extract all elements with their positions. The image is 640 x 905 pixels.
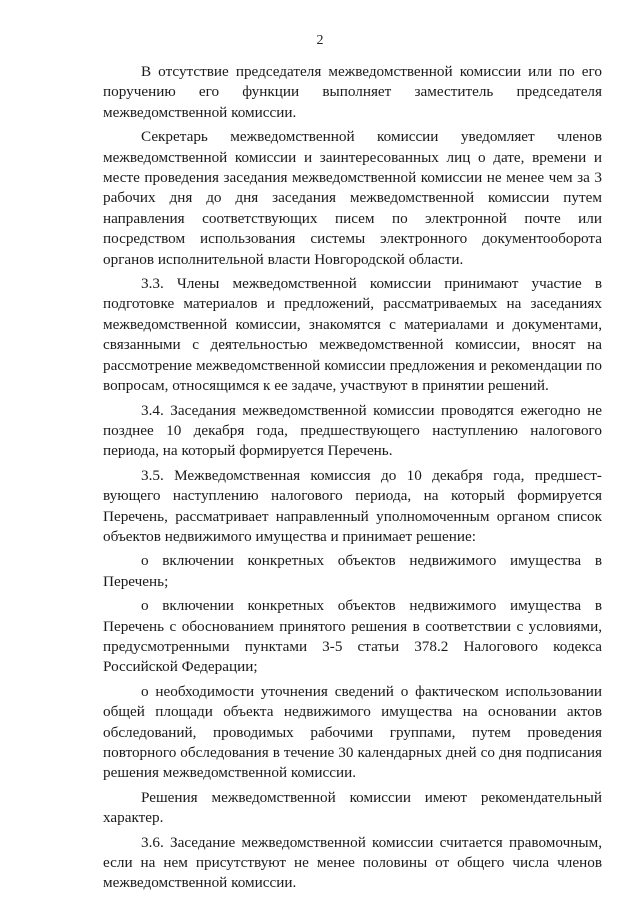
page-number: 2	[316, 33, 324, 48]
paragraph-3-5: 3.5. Межведомственная комиссия до 10 декабря года, предшест-вующего наступлению налогового периода, на который формируется Перечень, рассматривает направленный уполномоченным органом список объектов недвижимого имущества и принимает решение:	[103, 466, 602, 545]
paragraph-3-6: 3.6. Заседание межведомственной комиссии считается правомочным, если на нем присутствуют не менее половины от общего числа членов межведомственной комиссии.	[103, 833, 602, 892]
paragraph-deputy-chair: В отсутствие председателя межведомственной комиссии или по его поручению его функции выполняет заместитель председателя межведомственной комиссии.	[103, 63, 602, 121]
paragraph-3-3: 3.3. Члены межведомственной комиссии принимают участие в подготовке материалов и предложений, рассматриваемых на заседаниях межведомственной комиссии, знакомятся с материалами и документами, связанными с деятельностью межведомственной комиссии, вносят на рассмотрение межведомственной комиссии предложения и рекомендации по вопросам, относящимся к ее задаче, участвуют в принятии решений.	[103, 275, 602, 395]
paragraph-recommendatory: Решения межведомственной комиссии имеют рекомендательный характер.	[103, 788, 602, 827]
paragraph-3-4: 3.4. Заседания межведомственной комиссии проводятся ежегодно не позднее 10 декабря года, предшествующего наступлению налогового периода, на который формируется Перечень.	[103, 401, 602, 460]
list-item-include-with-justification: о включении конкретных объектов недвижимого имущества в Перечень с обоснованием принятого решения в соответствии с условиями, предусмотренными пунктами 3-5 статьи 378.2 Налогового кодекса Российской Федерации;	[103, 597, 602, 676]
paragraph-secretary: Секретарь межведомственной комиссии уведомляет членов межведомственной комиссии и заинтересованных лиц о дате, времени и месте проведения заседания межведомственной комиссии не менее чем за 3 рабочих дня до дня заседания межведомственной комиссии путем направления соответствующих писем по электронной почте или посредством использования системы электронного документооборота органов исполнительной власти Новгородской области.	[103, 128, 602, 268]
document-body	[103, 62, 602, 894]
list-item-clarification: о необходимости уточнения сведений о фактическом использовании общей площади объекта недвижимого имущества на основании актов обследований, проводимых рабочими группами, путем проведения повторного обследования в течение 30 календарных дней со дня подписания решения межведомственной комиссии.	[103, 682, 602, 782]
list-item-include-objects: о включении конкретных объектов недвижимого имущества в Перечень;	[103, 552, 602, 590]
